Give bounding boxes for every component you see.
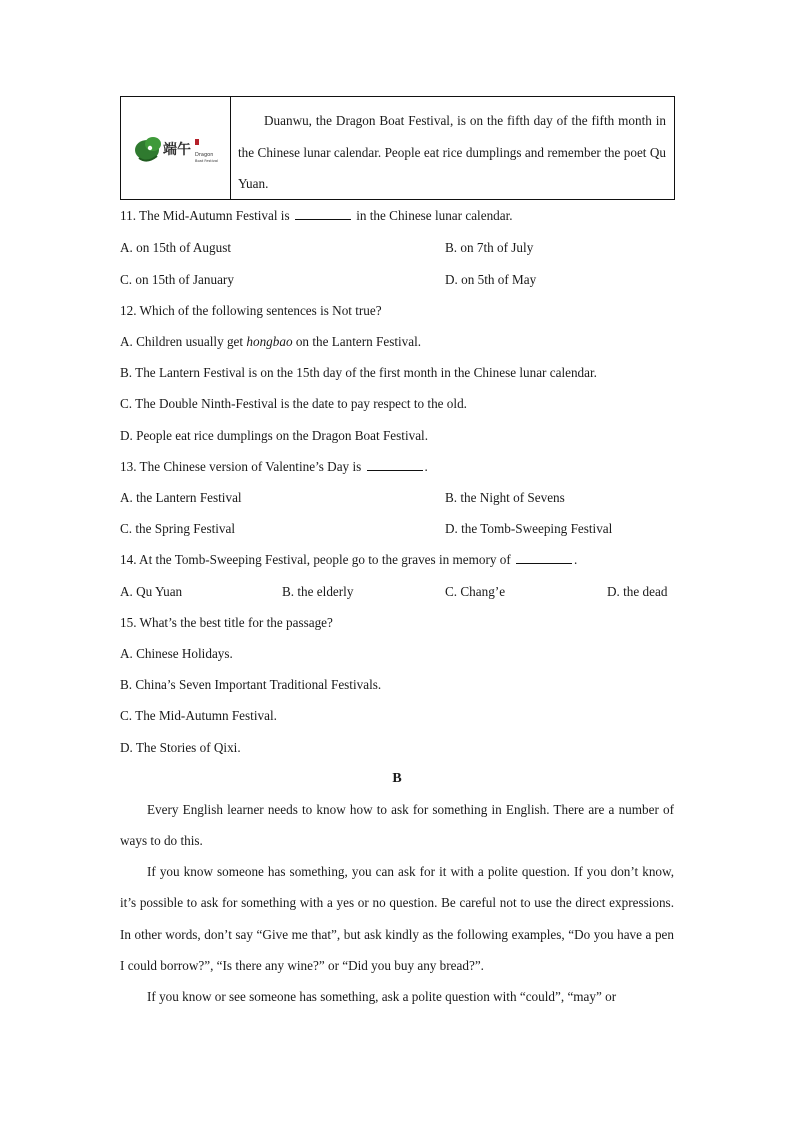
question-15-option-d: D. The Stories of Qixi.	[120, 740, 241, 755]
question-15-option-a: A. Chinese Holidays.	[120, 646, 233, 661]
intro-table	[120, 96, 675, 200]
question-13-stem-b: .	[424, 459, 428, 474]
intro-text: Duanwu, the Dragon Boat Festival, is on the fifth day of the fifth month in the Chinese lunar calendar. People eat rice dumplings and remember the poet Qu Yuan.	[238, 113, 666, 191]
logo-sub-text-1: Dragon	[194, 152, 213, 158]
question-14-option-d: D. the dead	[607, 584, 668, 599]
question-11-option-a: A. on 15th of August	[120, 240, 231, 255]
question-14-stem-b: .	[574, 552, 578, 567]
logo-cell	[121, 97, 231, 199]
question-11-option-d: D. on 5th of May	[445, 272, 537, 287]
question-12-option-c: C. The Double Ninth-Festival is the date to pay respect to the old.	[120, 396, 467, 411]
logo-sub-text-2: Boat Festival	[194, 159, 218, 163]
question-11-stem	[120, 208, 513, 224]
option-a-text: A. Children usually get	[120, 334, 244, 349]
question-11-stem-a: 11. The Mid-Autumn Festival is	[120, 208, 290, 223]
logo-main-text: 端午	[162, 142, 191, 158]
option-a-text-end: on the Lantern Festival.	[295, 334, 422, 349]
question-12-option-b: B. The Lantern Festival is on the 15th day of the first month in the Chinese lunar calendar.	[120, 365, 597, 380]
question-12-stem: 12. Which of the following sentences is Not true?	[120, 303, 382, 318]
question-11-option-c: C. on 15th of January	[120, 272, 234, 287]
question-15-option-c: C. The Mid-Autumn Festival.	[120, 708, 277, 723]
answer-blank	[516, 552, 572, 564]
question-11-option-b: B. on 7th of July	[445, 240, 534, 255]
answer-blank	[295, 208, 351, 220]
question-14-stem	[120, 552, 577, 568]
question-14-option-c: C. Chang’e	[445, 584, 506, 599]
section-title: B	[392, 771, 402, 786]
passage-paragraph-1: Every English learner needs to know how to ask for something in English. There are a number of ways to do this.	[120, 802, 674, 849]
question-15-stem: 15. What’s the best title for the passage?	[120, 615, 333, 630]
dragon-boat-festival-logo-icon	[133, 128, 219, 168]
question-13-option-d: D. the Tomb-Sweeping Festival	[445, 521, 613, 536]
question-13-stem-a: 13. The Chinese version of Valentine’s Day is	[120, 459, 362, 474]
question-14-stem-a: 14. At the Tomb-Sweeping Festival, people go to the graves in memory of	[120, 552, 511, 567]
question-12-option-d: D. People eat rice dumplings on the Dragon Boat Festival.	[120, 428, 429, 443]
question-15-option-b: B. China’s Seven Important Traditional Festivals.	[120, 677, 382, 692]
passage-paragraph-2: If you know someone has something, you can ask for it with a polite question. If you don’t know, it’s possible to ask for something with a yes or no question. Be careful not to use the direct expressions. In other words, don’t say “Give me that”, but ask kindly as the following examples, “Do you have a pen I could borrow?”, “Is there any wine?” or “Did you buy any bread?”.	[120, 864, 674, 973]
question-14-option-b: B. the elderly	[282, 584, 354, 599]
passage-paragraph-3: If you know or see someone has something, ask a polite question with “could”, “may” or	[147, 989, 617, 1004]
question-14-option-a: A. Qu Yuan	[120, 584, 183, 599]
answer-blank	[367, 459, 423, 471]
question-13-option-c: C. the Spring Festival	[120, 521, 236, 536]
question-11-stem-b: in the Chinese lunar calendar.	[356, 208, 513, 223]
question-13-option-b: B. the Night of Sevens	[445, 490, 565, 505]
option-a-emphasis: hongbao	[246, 334, 293, 349]
question-12-option-a	[120, 334, 421, 350]
question-13-option-a: A. the Lantern Festival	[120, 490, 242, 505]
question-13-stem	[120, 459, 428, 475]
